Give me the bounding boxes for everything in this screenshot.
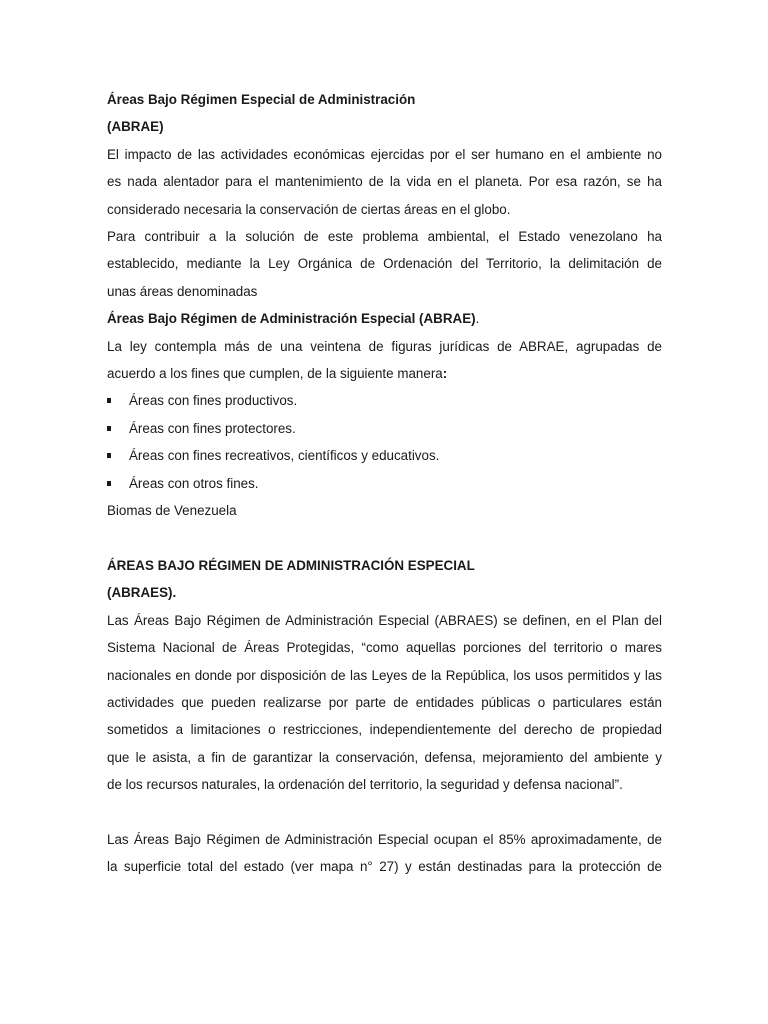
paragraph-line: considerado necesaria la conservación de ciertas áreas en el globo. bbox=[107, 201, 511, 217]
bold-heading-text: Áreas Bajo Régimen de Administración Especial (ABRAE) bbox=[107, 311, 476, 327]
paragraph-line: que le asista, a fin de garantizar la conservación, defensa, mejoramiento del ambiente y bbox=[107, 749, 662, 765]
list-item-text: Áreas con otros fines. bbox=[129, 475, 259, 491]
list-item bbox=[107, 387, 662, 414]
list-item-text: Áreas con fines recreativos, científicos y educativos. bbox=[129, 448, 440, 464]
list-item-text: Áreas con fines productivos. bbox=[129, 393, 298, 409]
bullet-icon bbox=[107, 453, 111, 458]
paragraph-colon: : bbox=[442, 366, 448, 382]
paragraph-line: la superficie total del estado (ver mapa n° 27) y están destinadas para la protección de bbox=[107, 859, 662, 875]
list-item-text: Áreas con fines protectores. bbox=[129, 420, 296, 436]
bullet-icon bbox=[107, 481, 111, 486]
list-item bbox=[107, 442, 662, 469]
paragraph-line: Para contribuir a la solución de este problema ambiental, el Estado venezolano ha bbox=[107, 229, 662, 245]
section-title: Áreas Bajo Régimen Especial de Administración bbox=[107, 92, 416, 107]
bold-heading-period: . bbox=[475, 311, 480, 327]
bullet-icon bbox=[107, 398, 111, 403]
section-acronym: (ABRAE) bbox=[107, 119, 164, 135]
paragraph-line: de los recursos naturales, la ordenación del territorio, la seguridad y defensa nacional”. bbox=[107, 777, 623, 793]
paragraph-line: La ley contempla más de una veintena de figuras jurídicas de ABRAE, agrupadas de bbox=[107, 338, 662, 354]
paragraph-line: unas áreas denominadas bbox=[107, 283, 258, 299]
footer-line: Biomas de Venezuela bbox=[107, 503, 237, 519]
paragraph-line: Las Áreas Bajo Régimen de Administración Especial (ABRAES) se definen, en el Plan del bbox=[107, 612, 662, 628]
paragraph-line: establecido, mediante la Ley Orgánica de Ordenación del Territorio, la delimitación de bbox=[107, 256, 662, 272]
paragraph-line: es nada alentador para el mantenimiento de la vida en el planeta. Por esa razón, se ha bbox=[107, 174, 662, 190]
bullet-icon bbox=[107, 426, 111, 431]
list-item bbox=[107, 415, 662, 442]
bold-heading-line bbox=[107, 305, 662, 332]
document-page bbox=[107, 86, 662, 881]
paragraph-line: actividades que pueden realizarse por parte de entidades públicas o particulares están bbox=[107, 694, 662, 710]
paragraph-line: El impacto de las actividades económicas ejercidas por el ser humano en el ambiente no bbox=[107, 146, 662, 162]
paragraph-line: sometidos a limitaciones o restricciones, independientemente del derecho de propiedad bbox=[107, 722, 662, 738]
section-title: ÁREAS BAJO RÉGIMEN DE ADMINISTRACIÓN ESPECIAL bbox=[107, 557, 475, 573]
list-item bbox=[107, 470, 662, 497]
section-acronym: (ABRAES). bbox=[107, 585, 177, 601]
blank-line bbox=[107, 799, 662, 826]
paragraph-line: nacionales en donde por disposición de las Leyes de la República, los usos permitidos y las bbox=[107, 667, 662, 683]
paragraph-line: Sistema Nacional de Áreas Protegidas, “como aquellas porciones del territorio o mares bbox=[107, 640, 662, 656]
paragraph-line: Las Áreas Bajo Régimen de Administración Especial ocupan el 85% aproximadamente, de bbox=[107, 831, 662, 847]
paragraph-text: acuerdo a los fines que cumplen, de la siguiente manera bbox=[107, 366, 443, 382]
blank-line bbox=[107, 525, 662, 552]
paragraph-line bbox=[107, 360, 662, 387]
